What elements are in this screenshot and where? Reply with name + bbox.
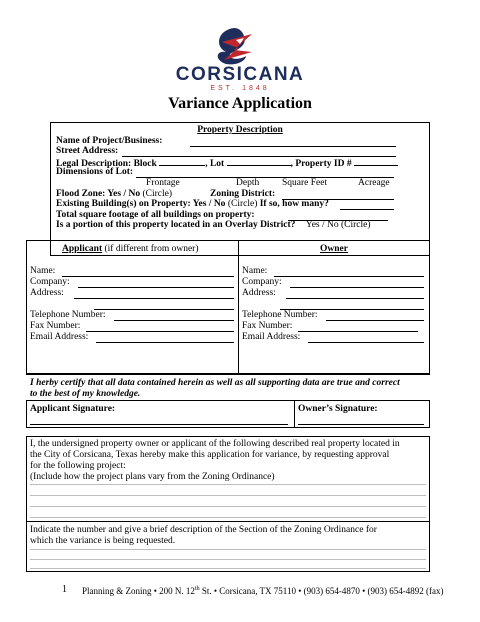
footer-address-end: St. • Corsicana, TX 75110 • (903) 654-4870 • (903) 654-4892 (fax) (199, 586, 444, 596)
dims-acreage: Acreage (358, 178, 390, 188)
contact-section (26, 240, 430, 374)
footer-address (82, 584, 444, 597)
footer-superscript: th (194, 586, 200, 592)
street-address-label: Street Address: (56, 146, 119, 156)
property-heading: Property Description (197, 125, 283, 135)
request-answer-line-4[interactable] (30, 517, 426, 518)
existing-building-how-many: If so, how many? (259, 199, 329, 209)
existing-building-label: Existing Building(s) on Property: Yes / No (56, 199, 226, 209)
lot-field[interactable] (227, 157, 291, 166)
request-answer-line-1[interactable] (30, 484, 426, 485)
applicant-email-field[interactable] (96, 342, 234, 343)
dims-depth: Depth (236, 178, 260, 188)
request-line-3: for the following project: (30, 461, 126, 471)
dimensions-label: Dimensions of Lot: (56, 167, 134, 177)
owner-name-label: Name: (242, 266, 268, 276)
request-answer-line-2[interactable] (30, 495, 426, 496)
section-answer-line-1[interactable] (30, 549, 426, 550)
block-label: Legal Description: Block (56, 159, 157, 169)
owner-name-field[interactable] (274, 276, 424, 277)
section-line-1: Indicate the number and give a brief description of the Section of the Zoning Ordinance for (30, 525, 377, 535)
owner-email-field[interactable] (308, 342, 424, 343)
section-line-2: which the variance is being requested. (30, 536, 176, 546)
owner-address-label: Address: (242, 288, 276, 298)
property-id-label: , Property ID # (290, 159, 352, 169)
owner-address-field[interactable] (286, 298, 424, 299)
property-id-field[interactable] (354, 157, 398, 166)
applicant-address-label: Address: (30, 288, 64, 298)
request-line-4: (Include how the project plans vary from the Zoning Ordinance) (30, 472, 275, 482)
owner-heading: Owner (320, 244, 348, 254)
contact-divider (238, 240, 239, 374)
signature-divider (294, 400, 295, 428)
city-logo (0, 20, 480, 100)
zoning-district-label: Zoning District: (210, 189, 276, 199)
applicant-email-label: Email Address: (30, 332, 89, 342)
applicant-name-label: Name: (30, 266, 56, 276)
applicant-fax-field[interactable] (86, 331, 234, 332)
request-line-2: the City of Corsicana, Texas hereby make this application for variance, by requesting approval (30, 450, 390, 460)
page-title: Variance Application (168, 95, 312, 112)
applicant-signature-label: Applicant Signature: (30, 404, 116, 414)
dims-frontage: Frontage (146, 178, 180, 188)
block-field[interactable] (159, 157, 205, 166)
certify-line-2: to the best of my knowledge. (30, 389, 141, 399)
brand-established: EST. 1848 (210, 85, 270, 92)
owner-phone-field[interactable] (326, 320, 424, 321)
footer-address-start: Planning & Zoning • 200 N. 12 (82, 586, 195, 596)
applicant-name-field[interactable] (62, 276, 234, 277)
flood-zone-circle: (Circle) (142, 189, 173, 199)
owner-company-label: Company: (242, 277, 282, 287)
applicant-heading-label: Applicant (62, 244, 103, 254)
owner-phone-label: Telephone Number: (242, 310, 318, 320)
applicant-company-field[interactable] (78, 287, 234, 288)
overlay-yes-no: Yes / No (Circle) (305, 220, 371, 230)
request-divider (26, 521, 430, 522)
applicant-signature-field[interactable] (30, 424, 288, 425)
applicant-address-field-2[interactable] (94, 309, 234, 310)
existing-building-row (56, 199, 329, 210)
overlay-label: Is a portion of this property located in an Overlay District? (56, 220, 296, 230)
flood-zone-label: Flood Zone: Yes / No (56, 189, 141, 199)
project-name-label: Name of Project/Business: (56, 136, 163, 146)
owner-email-label: Email Address: (242, 332, 301, 342)
existing-building-circle: (Circle) (227, 199, 258, 209)
applicant-address-field[interactable] (74, 298, 234, 299)
section-answer-line-2[interactable] (30, 559, 426, 560)
owner-company-field[interactable] (290, 287, 424, 288)
project-name-field[interactable] (190, 146, 396, 147)
building-count-field[interactable] (340, 209, 394, 210)
owner-fax-label: Fax Number: (242, 321, 293, 331)
page-number: 1 (62, 584, 67, 595)
certify-line-1: I herby certify that all data contained herein as well as all supporting data are true and correct (30, 378, 400, 388)
lot-label: , Lot (205, 159, 225, 169)
applicant-company-label: Company: (30, 277, 70, 287)
brand-name: CORSICANA (175, 64, 305, 85)
applicant-heading-note: (if different from owner) (104, 244, 199, 254)
applicant-phone-field[interactable] (114, 320, 234, 321)
applicant-fax-label: Fax Number: (30, 321, 81, 331)
request-line-1: I, the undersigned property owner or applicant of the following described real property located in (30, 439, 400, 449)
request-answer-line-3[interactable] (30, 506, 426, 507)
overlay-row (56, 220, 371, 231)
section-answer-line-3[interactable] (30, 568, 426, 569)
owner-fax-field[interactable] (298, 331, 418, 332)
applicant-phone-label: Telephone Number: (30, 310, 106, 320)
contact-divider-bottom (26, 374, 430, 375)
owner-signature-field[interactable] (298, 424, 424, 425)
dims-square-feet: Square Feet (282, 178, 328, 188)
applicant-heading (62, 244, 199, 255)
owner-signature-label: Owner’s Signature: (298, 404, 378, 414)
total-square-footage-label: Total square footage of all buildings on property: (56, 210, 255, 220)
